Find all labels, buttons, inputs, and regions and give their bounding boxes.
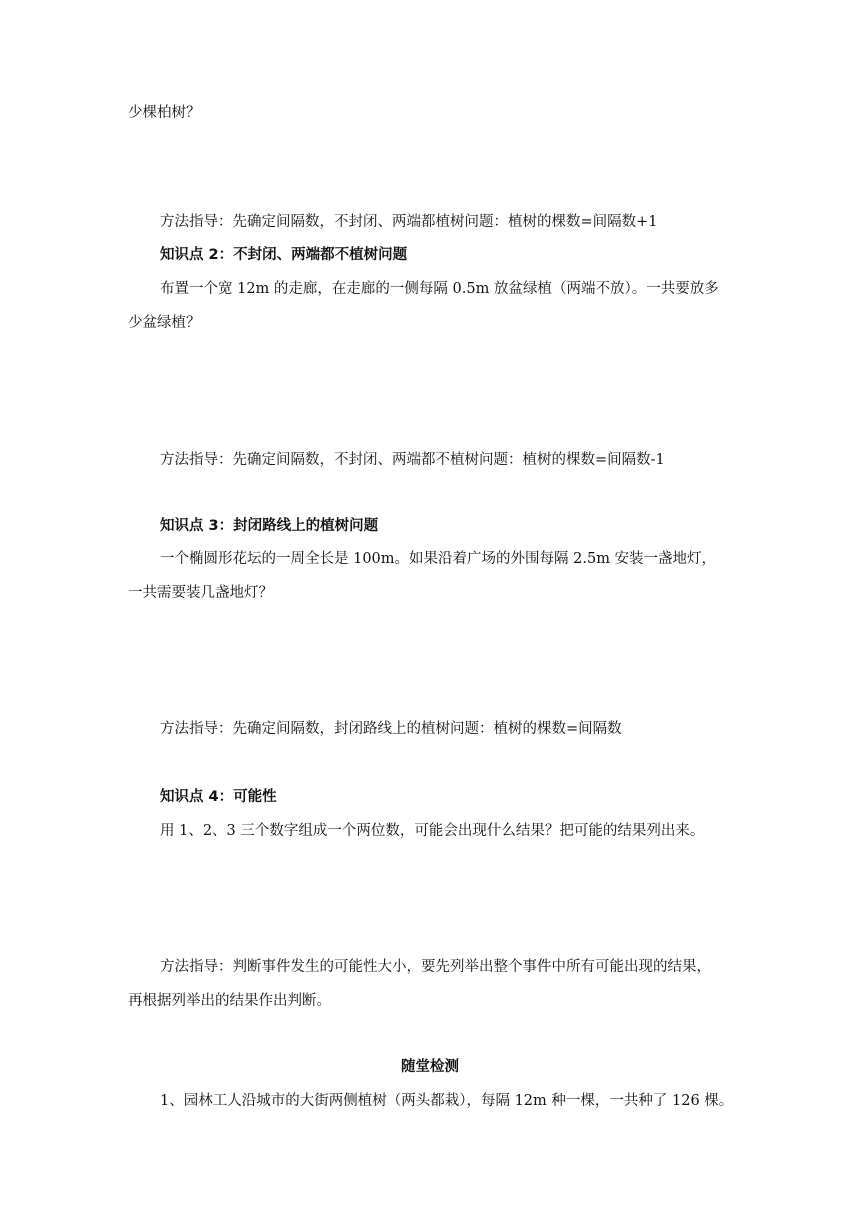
paragraph-line: 少盆绿植？ [128, 315, 201, 331]
paragraph-line: 用 1、2、3 三个数字组成一个两位数，可能会出现什么结果？把可能的结果列出来。 [160, 823, 705, 839]
method-guide: 方法指导：先确定间隔数，封闭路线上的植树问题：植树的棵数=间隔数 [160, 721, 622, 737]
section-heading: 知识点 4：可能性 [160, 789, 277, 805]
method-guide: 方法指导：判断事件发生的可能性大小，要先列举出整个事件中所有可能出现的结果， [160, 959, 711, 975]
paragraph-line: 一个椭圆形花坛的一周全长是 100m。如果沿着广场的外围每隔 2.5m 安装一盏地灯， [160, 551, 717, 567]
section-title: 随堂检测 [401, 1059, 459, 1075]
section-heading: 知识点 3：封闭路线上的植树问题 [160, 518, 379, 534]
paragraph-line: 1、园林工人沿城市的大街两侧植树（两头都栽），每隔 12m 种一棵，一共种了 126 棵。 [160, 1093, 734, 1109]
paragraph-line: 再根据列举出的结果作出判断。 [128, 993, 331, 1009]
method-guide: 方法指导：先确定间隔数，不封闭、两端都植树问题：植树的棵数=间隔数+1 [160, 214, 658, 230]
paragraph-line: 一共需要装几盏地灯？ [128, 585, 273, 601]
paragraph-line: 少棵柏树？ [128, 105, 201, 121]
section-heading: 知识点 2：不封闭、两端都不植树问题 [160, 247, 408, 263]
paragraph-line: 布置一个宽 12m 的走廊，在走廊的一侧每隔 0.5m 放盆绿植（两端不放）。一共要放多 [160, 281, 719, 297]
method-guide: 方法指导：先确定间隔数，不封闭、两端都不植树问题：植树的棵数=间隔数-1 [160, 452, 665, 468]
